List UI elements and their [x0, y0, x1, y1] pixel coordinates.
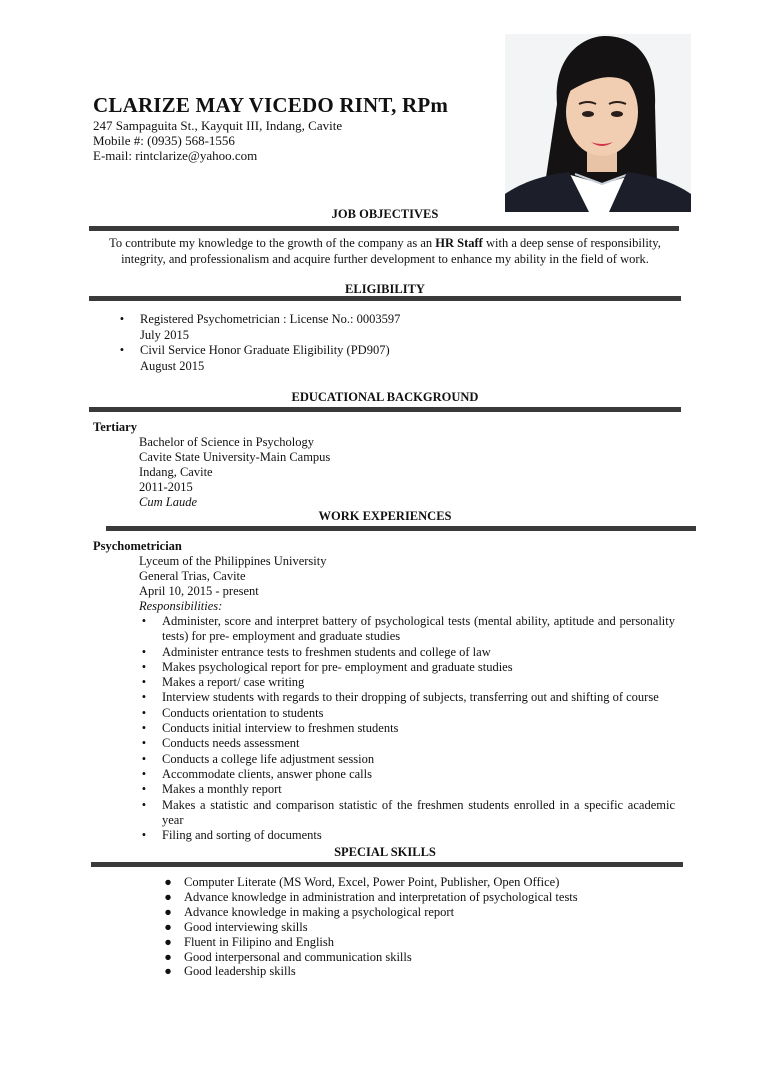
- eligibility-label: Registered Psychometrician : License No.: 0003597: [140, 312, 401, 326]
- bullet-icon: ●: [164, 964, 172, 979]
- list-item: [116, 343, 516, 374]
- academic-honor: Cum Laude: [139, 495, 197, 509]
- list-item: [138, 675, 675, 690]
- list-item: [138, 798, 675, 829]
- skills-list: [162, 875, 682, 979]
- company-name: Lyceum of the Philippines University: [139, 554, 327, 568]
- section-divider: [89, 407, 681, 412]
- responsibilities-label: Responsibilities:: [139, 599, 223, 613]
- list-item: [162, 920, 682, 935]
- skill-text: Advance knowledge in administration and interpretation of psychological tests: [184, 889, 578, 904]
- bullet-icon: •: [141, 644, 147, 659]
- eligibility-date: August 2015: [140, 358, 205, 373]
- responsibility-text: Makes a statistic and comparison statistic of the freshmen students enrolled in a specific academic year: [162, 797, 675, 827]
- eligibility-title: ELIGIBILITY: [345, 282, 425, 296]
- section-divider: [91, 862, 683, 867]
- company-location: General Trias, Cavite: [139, 569, 246, 583]
- eligibility-label: Civil Service Honor Graduate Eligibility (PD907): [140, 343, 390, 357]
- responsibility-text: Conducts initial interview to freshmen students: [162, 721, 399, 736]
- responsibility-text: Accommodate clients, answer phone calls: [162, 766, 372, 781]
- profile-photo: [505, 34, 691, 212]
- objective-position: HR Staff: [435, 236, 483, 250]
- skill-text: Good leadership skills: [184, 964, 296, 979]
- bullet-icon: •: [119, 312, 125, 326]
- bullet-icon: ●: [164, 934, 172, 949]
- bullet-icon: ●: [164, 889, 172, 904]
- list-item: [162, 950, 682, 965]
- education-level: Tertiary: [93, 420, 137, 434]
- list-item: [116, 312, 516, 343]
- list-item: [138, 736, 675, 751]
- responsibility-text: Makes psychological report for pre- employment and graduate studies: [162, 659, 513, 674]
- bullet-icon: •: [141, 766, 147, 781]
- school-name: Cavite State University-Main Campus: [139, 450, 331, 464]
- school-years: 2011-2015: [139, 480, 193, 494]
- skill-text: Good interpersonal and communication skills: [184, 949, 412, 964]
- work-experiences-title: WORK EXPERIENCES: [318, 509, 452, 523]
- objective-text-end: with a deep sense of responsibility, integrity, and professionalism and acquire further development to enhance my ability in the field of work.: [121, 236, 661, 266]
- responsibility-text: Interview students with regards to their dropping of subjects, transferring out and shifting of course: [162, 690, 659, 705]
- bullet-icon: ●: [164, 919, 172, 934]
- eligibility-list: [116, 312, 516, 374]
- list-item: [162, 905, 682, 920]
- objective-text-start: To contribute my knowledge to the growth of the company as an: [109, 236, 436, 250]
- job-objective-text: [93, 236, 677, 267]
- bullet-icon: •: [141, 690, 147, 705]
- skill-text: Fluent in Filipino and English: [184, 934, 335, 949]
- section-divider: [106, 526, 696, 531]
- list-item: [162, 875, 682, 890]
- list-item: [162, 964, 682, 979]
- bullet-icon: •: [141, 751, 147, 766]
- responsibility-text: Conducts a college life adjustment session: [162, 751, 375, 766]
- applicant-name: CLARIZE MAY VICEDO RINT, RPm: [93, 93, 449, 117]
- email-address: E-mail: rintclarize@yahoo.com: [93, 148, 258, 163]
- section-divider: [89, 226, 679, 231]
- degree: Bachelor of Science in Psychology: [139, 435, 314, 449]
- responsibilities-list: [138, 614, 675, 843]
- job-position: Psychometrician: [93, 539, 182, 553]
- list-item: [138, 752, 675, 767]
- education-title: EDUCATIONAL BACKGROUND: [291, 390, 479, 404]
- bullet-icon: •: [141, 675, 147, 690]
- bullet-icon: •: [119, 343, 125, 357]
- list-item: [138, 645, 675, 660]
- portrait-illustration: [505, 34, 691, 212]
- list-item: [138, 706, 675, 721]
- bullet-icon: ●: [164, 949, 172, 964]
- bullet-icon: ●: [164, 875, 172, 889]
- responsibility-text: Administer entrance tests to freshmen students and college of law: [162, 644, 491, 659]
- responsibility-text: Administer, score and interpret battery of psychological tests (mental ability, aptitude and personality tests) for pre- employment and graduate studies: [162, 614, 675, 644]
- school-location: Indang, Cavite: [139, 465, 213, 479]
- bullet-icon: •: [141, 828, 147, 843]
- education-details: [139, 435, 489, 510]
- responsibility-text: Conducts needs assessment: [162, 736, 300, 751]
- bullet-icon: •: [141, 721, 147, 736]
- address: 247 Sampaguita St., Kayquit III, Indang, Cavite: [93, 118, 343, 133]
- list-item: [162, 890, 682, 905]
- skill-text: Computer Literate (MS Word, Excel, Power Point, Publisher, Open Office): [184, 875, 560, 889]
- bullet-icon: •: [141, 705, 147, 720]
- list-item: [138, 690, 675, 705]
- list-item: [138, 614, 675, 645]
- work-details: [139, 554, 489, 614]
- employment-dates: April 10, 2015 - present: [139, 584, 259, 598]
- resume-header: [93, 92, 493, 163]
- bullet-icon: •: [141, 614, 147, 628]
- responsibility-text: Filing and sorting of documents: [162, 828, 322, 843]
- job-objectives-title: JOB OBJECTIVES: [331, 207, 439, 221]
- responsibility-text: Makes a monthly report: [162, 782, 282, 797]
- list-item: [162, 935, 682, 950]
- skill-text: Advance knowledge in making a psychological report: [184, 904, 455, 919]
- list-item: [138, 767, 675, 782]
- list-item: [138, 721, 675, 736]
- eligibility-date: July 2015: [140, 327, 189, 342]
- mobile-number: Mobile #: (0935) 568-1556: [93, 133, 235, 148]
- responsibility-text: Makes a report/ case writing: [162, 675, 305, 690]
- bullet-icon: •: [141, 659, 147, 674]
- section-divider: [89, 296, 681, 301]
- list-item: [138, 660, 675, 675]
- special-skills-title: SPECIAL SKILLS: [334, 845, 436, 859]
- skill-text: Good interviewing skills: [184, 919, 308, 934]
- bullet-icon: ●: [164, 904, 172, 919]
- bullet-icon: •: [141, 797, 147, 812]
- list-item: [138, 828, 675, 843]
- bullet-icon: •: [141, 782, 147, 797]
- list-item: [138, 782, 675, 797]
- bullet-icon: •: [141, 736, 147, 751]
- responsibility-text: Conducts orientation to students: [162, 705, 324, 720]
